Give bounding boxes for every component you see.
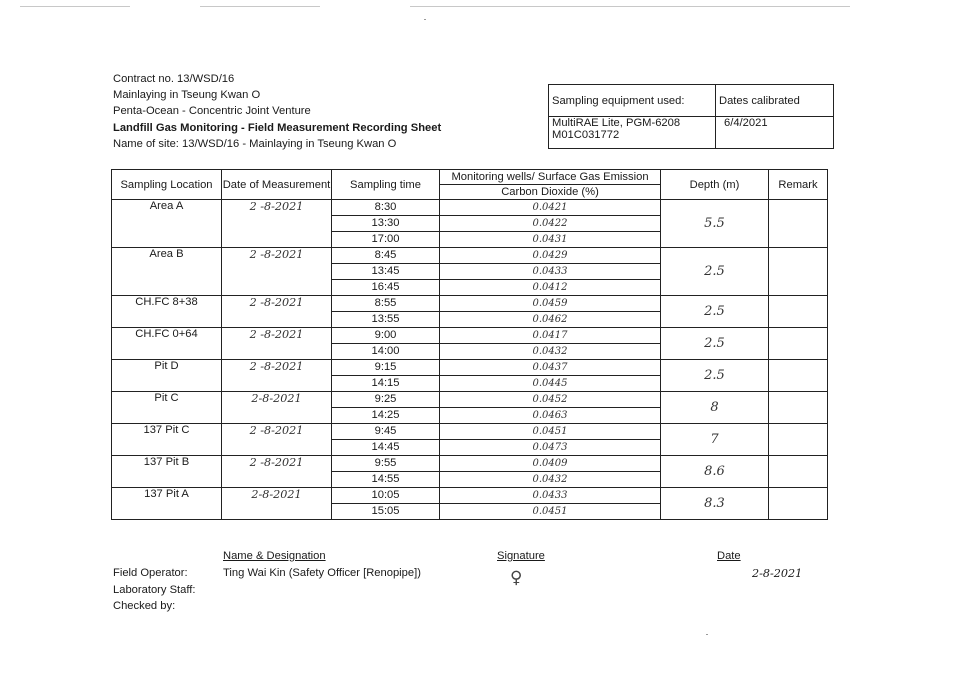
table-row [112,456,828,472]
depth-cell: 2.5 [661,248,769,296]
co2-cell: 0.0421 [440,200,661,216]
time-cell: 14:55 [332,472,440,488]
remark-cell [769,424,828,456]
co2-cell: 0.0431 [440,232,661,248]
time-cell: 8:55 [332,296,440,312]
measurement-table [111,169,828,520]
contractor-name: Penta-Ocean - Concentric Joint Venture [113,105,311,118]
sheet-title: Landfill Gas Monitoring - Field Measurement Recording Sheet [113,121,442,134]
remark-cell [769,328,828,360]
time-cell: 10:05 [332,488,440,504]
date-cell: 2 -8-2021 [222,296,332,328]
remark-cell [769,488,828,520]
time-cell: 9:55 [332,456,440,472]
date-cell: 2 -8-2021 [222,424,332,456]
field-operator-date: 2-8-2021 [752,567,803,580]
time-cell: 8:45 [332,248,440,264]
time-cell: 14:15 [332,376,440,392]
time-cell: 9:15 [332,360,440,376]
table-row [112,360,828,376]
dates-calibrated-label: Dates calibrated [716,85,834,117]
depth-cell: 2.5 [661,296,769,328]
remark-cell [769,456,828,488]
depth-cell: 7 [661,424,769,456]
header-time: Sampling time [332,170,440,200]
co2-cell: 0.0433 [440,264,661,280]
name-designation-heading: Name & Designation [223,550,326,562]
date-cell: 2 -8-2021 [222,360,332,392]
remark-cell [769,296,828,328]
co2-cell: 0.0437 [440,360,661,376]
location-cell: 137 Pit A [112,488,222,520]
table-row [112,200,828,216]
depth-cell: 8 [661,392,769,424]
time-cell: 14:00 [332,344,440,360]
scan-artifact-line [410,6,850,7]
date-cell: 2-8-2021 [222,488,332,520]
location-cell: 137 Pit B [112,456,222,488]
signature-heading: Signature [497,550,545,562]
equipment-model: MultiRAE Lite, PGM-6208 [552,117,681,129]
header-emission: Monitoring wells/ Surface Gas Emission [440,170,661,185]
remark-cell [769,200,828,248]
co2-cell: 0.0452 [440,392,661,408]
co2-cell: 0.0473 [440,440,661,456]
signature-mark: ♀ [510,568,523,588]
contract-number: Contract no. 13/WSD/16 [113,73,235,85]
equipment-serial: M01C031772 [552,129,620,141]
co2-cell: 0.0432 [440,344,661,360]
dates-calibrated-value: 6/4/2021 [716,117,834,149]
co2-cell: 0.0459 [440,296,661,312]
time-cell: 15:05 [332,504,440,520]
co2-cell: 0.0422 [440,216,661,232]
co2-cell: 0.0432 [440,472,661,488]
table-row [112,424,828,440]
header-remark: Remark [769,170,828,200]
remark-cell [769,248,828,296]
location-cell: CH.FC 0+64 [112,328,222,360]
time-cell: 9:00 [332,328,440,344]
depth-cell: 2.5 [661,360,769,392]
location-cell: Area A [112,200,222,248]
project-name: Mainlaying in Tseung Kwan O [113,89,261,102]
header-depth: Depth (m) [661,170,769,200]
scan-speck [706,634,708,635]
co2-cell: 0.0429 [440,248,661,264]
time-cell: 9:45 [332,424,440,440]
scan-speck [424,19,426,20]
checked-by-label: Checked by: [113,600,176,612]
time-cell: 16:45 [332,280,440,296]
remark-cell [769,392,828,424]
depth-cell: 8.6 [661,456,769,488]
depth-cell: 8.3 [661,488,769,520]
time-cell: 13:55 [332,312,440,328]
location-cell: Area B [112,248,222,296]
table-row [112,392,828,408]
location-cell: 137 Pit C [112,424,222,456]
time-cell: 14:25 [332,408,440,424]
scan-artifact-line [200,6,320,7]
time-cell: 17:00 [332,232,440,248]
co2-cell: 0.0417 [440,328,661,344]
header-date: Date of Measurement [222,170,332,200]
date-cell: 2 -8-2021 [222,200,332,248]
co2-cell: 0.0462 [440,312,661,328]
table-row [112,488,828,504]
table-row [112,248,828,264]
co2-cell: 0.0451 [440,424,661,440]
equipment-table [548,84,834,149]
date-cell: 2 -8-2021 [222,456,332,488]
location-cell: CH.FC 8+38 [112,296,222,328]
date-heading: Date [717,550,741,562]
field-operator-label: Field Operator: [113,567,188,579]
equipment-used-label: Sampling equipment used: [549,85,716,117]
time-cell: 14:45 [332,440,440,456]
time-cell: 8:30 [332,200,440,216]
location-cell: Pit C [112,392,222,424]
date-cell: 2 -8-2021 [222,248,332,296]
date-cell: 2 -8-2021 [222,328,332,360]
header-co2: Carbon Dioxide (%) [440,185,661,200]
time-cell: 9:25 [332,392,440,408]
co2-cell: 0.0445 [440,376,661,392]
location-cell: Pit D [112,360,222,392]
co2-cell: 0.0409 [440,456,661,472]
time-cell: 13:45 [332,264,440,280]
depth-cell: 5.5 [661,200,769,248]
depth-cell: 2.5 [661,328,769,360]
table-row [112,296,828,312]
table-row [112,328,828,344]
date-cell: 2-8-2021 [222,392,332,424]
remark-cell [769,360,828,392]
time-cell: 13:30 [332,216,440,232]
field-operator-name: Ting Wai Kin (Safety Officer [Renopipe]) [223,567,421,579]
scan-artifact-line [20,6,130,7]
co2-cell: 0.0412 [440,280,661,296]
co2-cell: 0.0433 [440,488,661,504]
site-name: Name of site: 13/WSD/16 - Mainlaying in Tseung Kwan O [113,137,397,150]
co2-cell: 0.0451 [440,504,661,520]
document-header [113,71,441,152]
header-location: Sampling Location [112,170,222,200]
equipment-used-value [549,117,716,149]
lab-staff-label: Laboratory Staff: [113,584,196,596]
co2-cell: 0.0463 [440,408,661,424]
